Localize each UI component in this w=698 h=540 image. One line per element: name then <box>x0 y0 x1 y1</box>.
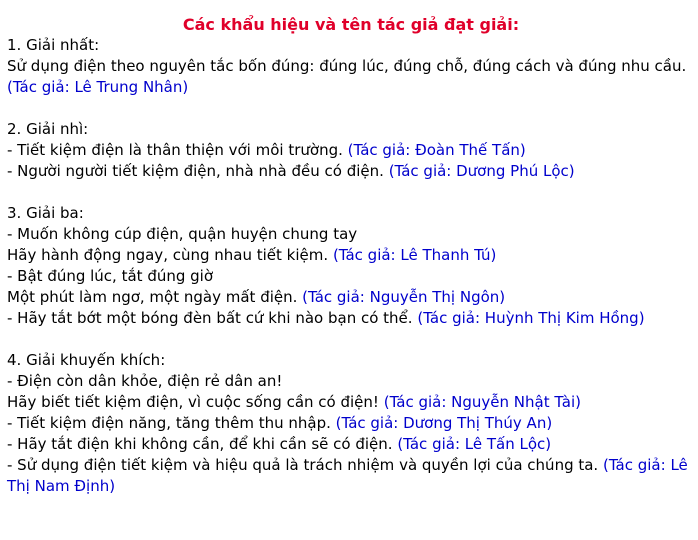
slogan-entry <box>7 224 695 245</box>
slogan-text: - Sử dụng điện tiết kiệm và hiệu quả là trách nhiệm và quyền lợi của chúng ta. <box>7 456 599 474</box>
slogan-text: Hãy hành động ngay, cùng nhau tiết kiệm. <box>7 246 329 264</box>
spacer <box>7 329 695 350</box>
author-credit: (Tác giả: Lê Trung Nhân) <box>7 78 189 96</box>
slogan-entry <box>7 308 695 329</box>
author-credit: (Tác giả: Nguyễn Thị Ngôn) <box>302 288 506 306</box>
slogan-text: - Hãy tắt điện khi không cần, để khi cần sẽ có điện. <box>7 435 393 453</box>
author-credit: (Tác giả: Lê Tấn Lộc) <box>397 435 552 453</box>
prize-section-first <box>7 35 695 98</box>
section-heading: 3. Giải ba: <box>7 204 84 222</box>
slogan-entry <box>7 455 695 497</box>
author-credit: (Tác giả: Lê Thanh Tú) <box>332 246 497 264</box>
slogan-entry <box>7 56 695 98</box>
prize-section-encouragement <box>7 350 695 497</box>
prize-section-second <box>7 119 695 182</box>
slogan-text: Hãy biết tiết kiệm điện, vì cuộc sống cần có điện! <box>7 393 379 411</box>
slogan-entry <box>7 287 695 308</box>
slogan-entry <box>7 413 695 434</box>
slogan-text: - Bật đúng lúc, tắt đúng giờ <box>7 267 214 285</box>
slogan-text: - Người người tiết kiệm điện, nhà nhà đều có điện. <box>7 162 384 180</box>
slogan-text: - Hãy tắt bớt một bóng đèn bất cứ khi nào bạn có thể. <box>7 309 413 327</box>
slogan-entry <box>7 392 695 413</box>
author-credit: (Tác giả: Đoàn Thế Tấn) <box>347 141 526 159</box>
slogan-entry <box>7 140 695 161</box>
slogan-entry <box>7 266 695 287</box>
slogan-entry <box>7 245 695 266</box>
author-credit: (Tác giả: Dương Phú Lộc) <box>388 162 575 180</box>
author-credit: (Tác giả: Nguyễn Nhật Tài) <box>383 393 581 411</box>
spacer <box>7 182 695 203</box>
section-heading: 4. Giải khuyến khích: <box>7 351 166 369</box>
slogan-text: - Tiết kiệm điện là thân thiện với môi trường. <box>7 141 343 159</box>
section-heading: 2. Giải nhì: <box>7 120 89 138</box>
slogan-text: Sử dụng điện theo nguyên tắc bốn đúng: đúng lúc, đúng chỗ, đúng cách và đúng nhu cầu. <box>7 57 687 75</box>
document <box>7 14 695 497</box>
section-heading: 1. Giải nhất: <box>7 36 100 54</box>
author-credit: (Tác giả: Lê Thị Nam Định) <box>7 456 688 495</box>
slogan-entry <box>7 371 695 392</box>
document-title: Các khẩu hiệu và tên tác giả đạt giải: <box>182 15 520 34</box>
slogan-entry <box>7 161 695 182</box>
slogan-entry <box>7 434 695 455</box>
author-credit: (Tác giả: Dương Thị Thúy An) <box>335 414 553 432</box>
prize-section-third <box>7 203 695 329</box>
slogan-text: - Muốn không cúp điện, quận huyện chung tay <box>7 225 358 243</box>
slogan-text: - Tiết kiệm điện năng, tăng thêm thu nhập. <box>7 414 331 432</box>
slogan-text: - Điện còn dân khỏe, điện rẻ dân an! <box>7 372 283 390</box>
author-credit: (Tác giả: Huỳnh Thị Kim Hồng) <box>417 309 645 327</box>
spacer <box>7 98 695 119</box>
slogan-text: Một phút làm ngơ, một ngày mất điện. <box>7 288 298 306</box>
